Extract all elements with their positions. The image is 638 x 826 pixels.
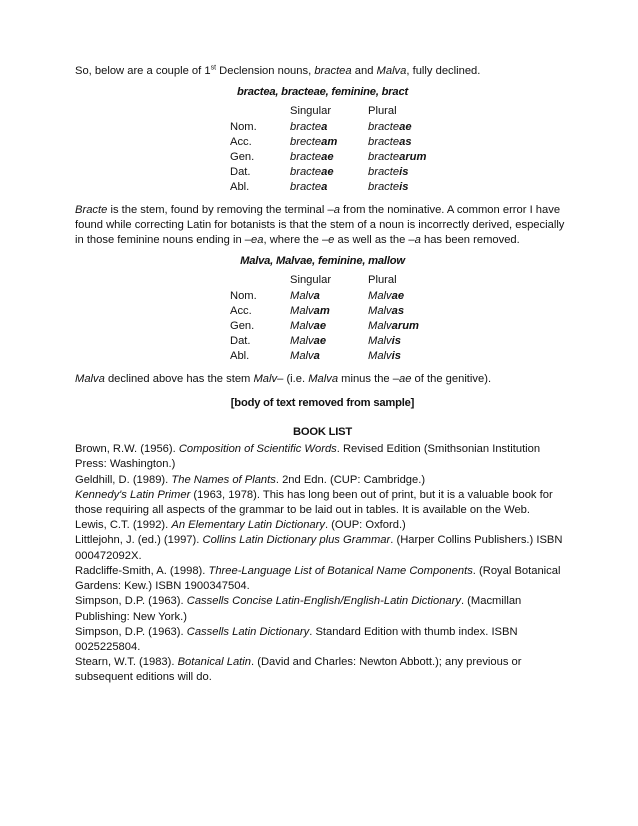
stem: bracte bbox=[368, 135, 400, 148]
stem: Malv bbox=[368, 350, 392, 363]
heading-noun-forms: bractea, bracteae bbox=[236, 86, 326, 99]
table-row bbox=[230, 334, 448, 349]
intro-paragraph bbox=[75, 64, 570, 79]
paragraph-text: – (i.e. bbox=[277, 372, 309, 385]
paragraph-text: from the nominative. A common error I have found while correcting Latin for botanists is that the stem of a noun is incorrectly derived, especially in those feminine nouns ending in – bbox=[75, 203, 565, 247]
document-page bbox=[75, 64, 570, 686]
book-details: . (Royal Botanical Gardens: Kew.) ISBN 1900347504. bbox=[75, 564, 561, 593]
stem: Malv bbox=[290, 335, 314, 348]
heading-noun-forms: Malva, Malvae bbox=[240, 255, 313, 268]
column-header-singular: Singular bbox=[290, 105, 332, 118]
book-title: Three-Language List of Botanical Name Components bbox=[208, 564, 473, 577]
case-label: Nom. bbox=[230, 120, 257, 133]
ending: am bbox=[321, 135, 338, 148]
suffix: a bbox=[333, 203, 340, 216]
paragraph-text: minus the – bbox=[338, 372, 399, 385]
book-entry bbox=[75, 564, 570, 594]
book-author-year: Radcliffe-Smith, A. (1998). bbox=[75, 564, 209, 577]
book-author-year: Simpson, D.P. (1963). bbox=[75, 625, 187, 638]
declension-table-malva bbox=[230, 273, 448, 364]
singular-form bbox=[290, 180, 368, 195]
case-label: Gen. bbox=[230, 151, 255, 164]
singular-form bbox=[290, 165, 368, 180]
table-row bbox=[230, 289, 448, 304]
book-author-year: Geldhill, D. (1989). bbox=[75, 473, 172, 486]
column-header-singular: Singular bbox=[290, 274, 332, 287]
ending: as bbox=[399, 135, 412, 148]
book-title: Botanical Latin bbox=[177, 656, 251, 669]
table-row bbox=[230, 180, 448, 195]
stem: bracte bbox=[290, 181, 322, 194]
stem-explanation-paragraph bbox=[75, 203, 570, 249]
singular-form bbox=[290, 289, 368, 304]
ending: am bbox=[313, 304, 330, 317]
ending: a bbox=[321, 181, 328, 194]
book-entry bbox=[75, 625, 570, 655]
suffix: a bbox=[414, 234, 421, 247]
stem: bracte bbox=[290, 120, 322, 133]
table-row bbox=[230, 135, 448, 150]
intro-text: So, below are a couple of 1 bbox=[75, 65, 211, 77]
declension-table-bractea bbox=[230, 104, 448, 195]
ending: ae bbox=[313, 335, 327, 348]
stem: Malv bbox=[290, 320, 314, 333]
paragraph-text: of the genitive). bbox=[411, 372, 492, 385]
intro-text: , fully declined. bbox=[406, 65, 481, 77]
book-details: . Revised Edition (Smithsonian Institution Press: Washington.) bbox=[75, 443, 541, 471]
book-details: . (OUP: Oxford.) bbox=[324, 519, 406, 532]
stem: Malv bbox=[368, 320, 392, 333]
book-title: Composition of Scientific Words bbox=[178, 443, 337, 456]
stem: Malv bbox=[368, 304, 392, 317]
paragraph-text: is the stem, found by removing the terminal – bbox=[107, 203, 334, 216]
term-malva: Malva bbox=[75, 372, 105, 385]
book-entry bbox=[75, 518, 570, 533]
paragraph-text: , where the – bbox=[263, 234, 329, 247]
book-list-title: BOOK LIST bbox=[292, 426, 353, 439]
intro-text: and bbox=[351, 65, 377, 77]
stem: bracte bbox=[290, 151, 322, 164]
case-label: Acc. bbox=[230, 135, 252, 148]
table-row bbox=[230, 120, 448, 135]
ending: ae bbox=[391, 289, 405, 302]
book-title: Cassells Latin Dictionary bbox=[186, 625, 310, 638]
plural-form bbox=[368, 150, 448, 165]
case-label: Nom. bbox=[230, 289, 257, 302]
table-row bbox=[230, 319, 448, 334]
plural-form bbox=[368, 180, 448, 195]
book-title: Collins Latin Dictionary plus Grammar bbox=[202, 534, 391, 547]
plural-form bbox=[368, 120, 448, 135]
ending: is bbox=[391, 350, 401, 363]
suffix: ae bbox=[399, 372, 412, 385]
stem: Malv bbox=[368, 335, 392, 348]
book-details: . (Harper Collins Publishers.) ISBN 000472092X. bbox=[75, 534, 563, 562]
stem: bracte bbox=[368, 166, 400, 179]
book-title: Cassells Concise Latin-English/English-Latin Dictionary bbox=[186, 595, 461, 608]
book-details: . (Macmillan Publishing: New York.) bbox=[75, 595, 522, 623]
stem: bracte bbox=[368, 181, 400, 194]
term-malv: Malv bbox=[253, 372, 278, 385]
paragraph-text: declined above has the stem bbox=[104, 372, 254, 385]
table-row bbox=[230, 150, 448, 165]
book-author-year: Brown, R.W. (1956). bbox=[75, 443, 179, 456]
ending: a bbox=[321, 120, 328, 133]
book-details: . 2nd Edn. (CUP: Cambridge.) bbox=[275, 473, 426, 486]
suffix: e bbox=[328, 234, 335, 247]
singular-form bbox=[290, 304, 368, 319]
book-author-year: Lewis, C.T. (1992). bbox=[75, 519, 172, 532]
ending: arum bbox=[391, 320, 419, 333]
book-author-year: Littlejohn, J. (ed.) (1997). bbox=[75, 534, 203, 547]
stem: bracte bbox=[368, 120, 400, 133]
term-bracte: Bracte bbox=[75, 203, 108, 216]
case-label: Abl. bbox=[230, 181, 250, 194]
ending: a bbox=[313, 289, 320, 302]
plural-form bbox=[368, 334, 448, 349]
singular-form bbox=[290, 120, 368, 135]
ending: is bbox=[399, 181, 409, 194]
term-malva: Malva bbox=[308, 372, 339, 385]
table-header-row bbox=[230, 104, 448, 119]
case-label: Abl. bbox=[230, 350, 250, 363]
book-entry bbox=[75, 655, 570, 685]
book-details: (1963, 1978). This has long been out of print, but it is a valuable book for those requiring all aspects of the grammar to be laid out in tables. It is available on the Web. bbox=[75, 488, 553, 517]
noun-malva: Malva bbox=[376, 65, 407, 77]
book-title: Kennedy's Latin Primer bbox=[75, 488, 191, 501]
column-header-plural: Plural bbox=[368, 105, 397, 118]
case-label: Acc. bbox=[230, 304, 252, 317]
case-label: Dat. bbox=[230, 335, 251, 348]
ending: as bbox=[391, 304, 405, 317]
book-details: . Standard Edition with thumb index. ISBN 0025225804. bbox=[75, 625, 518, 653]
table-row bbox=[230, 349, 448, 364]
ending: is bbox=[391, 335, 401, 348]
ending: arum bbox=[399, 151, 427, 164]
ending: a bbox=[313, 350, 320, 363]
table-row bbox=[230, 304, 448, 319]
singular-form bbox=[290, 150, 368, 165]
plural-form bbox=[368, 304, 448, 319]
column-header-plural: Plural bbox=[368, 274, 397, 287]
intro-text: Declension nouns, bbox=[216, 65, 315, 77]
table-header-row bbox=[230, 273, 448, 288]
noun-bractea: bractea bbox=[314, 65, 352, 77]
stem: Malv bbox=[290, 350, 314, 363]
plural-form bbox=[368, 289, 448, 304]
ending: ae bbox=[399, 120, 412, 133]
plural-form bbox=[368, 319, 448, 334]
case-label: Dat. bbox=[230, 166, 251, 179]
stem: Malv bbox=[290, 304, 314, 317]
singular-form bbox=[290, 349, 368, 364]
declension-heading-malva bbox=[75, 254, 570, 269]
ending: is bbox=[399, 166, 409, 179]
suffix: ea bbox=[251, 234, 264, 247]
removed-text-note: [body of text removed from sample] bbox=[230, 396, 415, 409]
ending: ae bbox=[321, 166, 334, 179]
book-title: An Elementary Latin Dictionary bbox=[171, 519, 325, 532]
book-title: The Names of Plants bbox=[171, 473, 276, 486]
case-label: Gen. bbox=[230, 320, 255, 333]
stem: brecte bbox=[290, 135, 322, 148]
table-row bbox=[230, 165, 448, 180]
book-entry bbox=[75, 533, 570, 563]
declension-heading-bractea bbox=[75, 85, 570, 100]
book-entry bbox=[75, 442, 570, 472]
plural-form bbox=[368, 165, 448, 180]
book-entry bbox=[75, 488, 570, 518]
singular-form bbox=[290, 135, 368, 150]
heading-gender-meaning: , feminine, mallow bbox=[312, 255, 405, 268]
ordinal-superscript: st bbox=[210, 64, 217, 72]
plural-form bbox=[368, 135, 448, 150]
stem: bracte bbox=[368, 151, 400, 164]
malva-stem-paragraph bbox=[75, 372, 570, 387]
plural-form bbox=[368, 349, 448, 364]
book-entry bbox=[75, 594, 570, 624]
stem: Malv bbox=[290, 289, 314, 302]
singular-form bbox=[290, 334, 368, 349]
paragraph-text: as well as the – bbox=[334, 234, 415, 247]
stem: bracte bbox=[290, 166, 322, 179]
heading-gender-meaning: , feminine, bract bbox=[325, 86, 409, 99]
book-author-year: Simpson, D.P. (1963). bbox=[75, 595, 187, 608]
book-entry bbox=[75, 473, 570, 488]
book-list bbox=[75, 442, 570, 685]
singular-form bbox=[290, 319, 368, 334]
paragraph-text: has been removed. bbox=[420, 234, 520, 247]
ending: ae bbox=[321, 151, 334, 164]
book-author-year: Stearn, W.T. (1983). bbox=[75, 656, 178, 669]
ending: ae bbox=[313, 320, 327, 333]
stem: Malv bbox=[368, 289, 392, 302]
book-details: . (David and Charles: Newton Abbott.); any previous or subsequent editions will do. bbox=[75, 656, 522, 684]
